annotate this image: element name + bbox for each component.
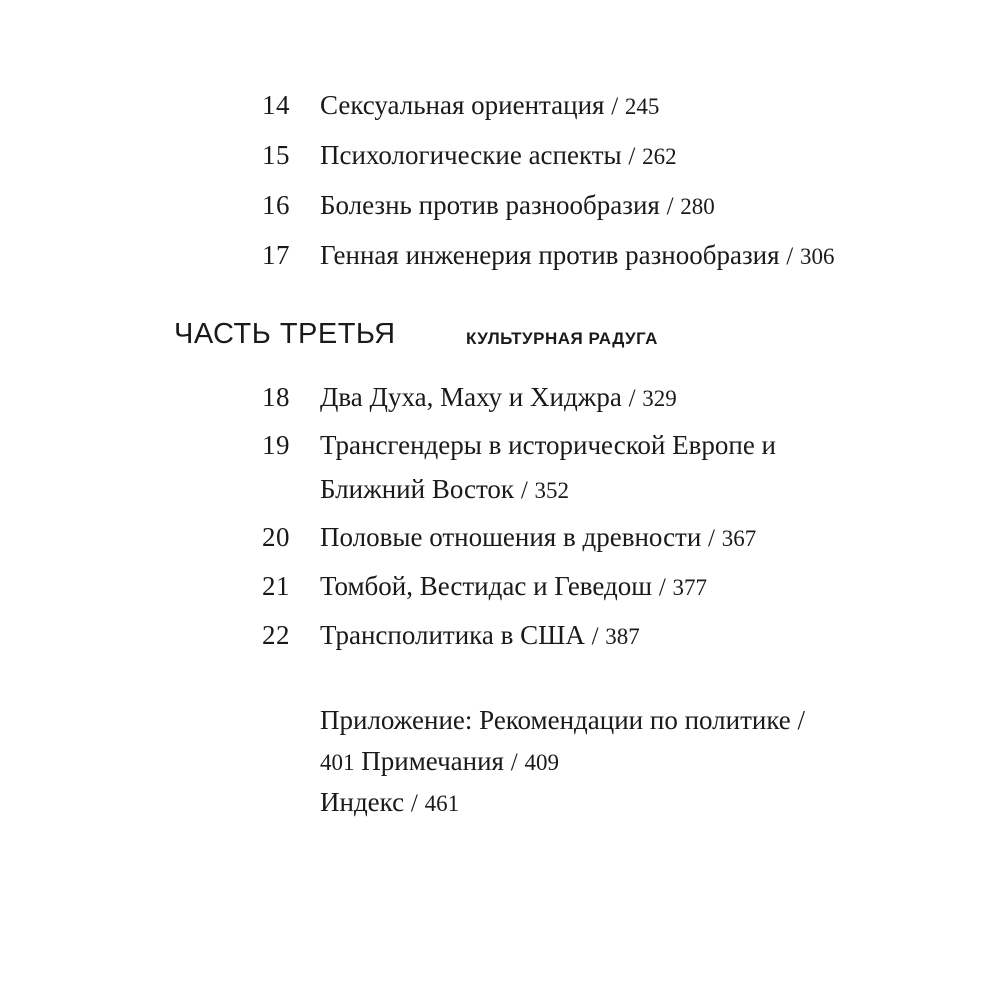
page-separator: / (786, 243, 794, 270)
page-separator: / (666, 193, 674, 220)
page-separator: / (628, 143, 636, 170)
chapter-page: 367 (721, 526, 757, 551)
appendix-line: Приложение: Рекомендации по политике / (320, 705, 806, 735)
part-title: КУЛЬТУРНАЯ РАДУГА (466, 329, 658, 348)
chapter-line (320, 610, 640, 662)
chapter-title: Психологические аспекты (320, 140, 622, 170)
chapter-page: 377 (672, 575, 708, 600)
chapter-page: 262 (642, 144, 677, 169)
chapter-title: Сексуальная ориентация (320, 90, 605, 120)
page-separator: / (708, 525, 715, 552)
chapter-title: Генная инженерия против разнообразия (320, 240, 780, 270)
chapter-page: 387 (605, 624, 640, 649)
page-separator: / (520, 477, 528, 504)
part-heading (174, 318, 658, 351)
index-title: Индекс (320, 787, 405, 817)
chapter-line (320, 464, 569, 516)
chapter-line (320, 372, 677, 424)
part-label: ЧАСТЬ ТРЕТЬЯ (174, 318, 396, 350)
page-separator: / (658, 574, 666, 601)
chapter-number: 17 (262, 240, 290, 270)
chapter-number: 20 (262, 522, 290, 552)
chapter-page: 280 (680, 194, 715, 219)
chapter-number: 21 (262, 571, 290, 601)
chapter-title: Транcполитика в США (320, 620, 585, 650)
chapter-line (320, 561, 707, 613)
chapter-line (320, 80, 659, 132)
page-separator: / (510, 749, 518, 776)
chapter-number: 22 (262, 620, 290, 650)
chapter-number: 14 (262, 90, 290, 120)
chapter-number: 16 (262, 190, 290, 220)
chapter-number: 19 (262, 430, 290, 460)
page-separator: / (591, 623, 599, 650)
index-page: 461 (424, 791, 460, 816)
chapter-title: Половые отношения в древности (320, 522, 702, 552)
chapter-page: 352 (534, 478, 570, 503)
chapter-title-line2: Ближний Восток (320, 474, 515, 504)
chapter-page: 329 (642, 386, 677, 411)
page-separator: / (628, 385, 636, 412)
chapter-title: Томбой, Вестидас и Геведош (320, 571, 653, 601)
chapter-title-line1: Трансгендеры в исторической Европе и (320, 430, 777, 460)
page-separator: / (611, 93, 619, 120)
chapter-title: Болезнь против разнообразия (320, 190, 660, 220)
page-separator: / (410, 790, 418, 817)
chapter-line (320, 180, 715, 232)
chapter-page: 245 (624, 94, 660, 119)
notes-page: 409 (524, 750, 559, 775)
chapter-page: 306 (799, 244, 835, 269)
index-line (320, 777, 459, 829)
chapter-number: 18 (262, 382, 290, 412)
notes-title: Примечания (361, 746, 504, 776)
chapter-line (320, 230, 834, 282)
chapter-line (320, 130, 677, 182)
chapter-line (320, 512, 756, 564)
chapter-number: 15 (262, 140, 290, 170)
appendix-page: 401 (320, 750, 355, 775)
chapter-title: Два Духа, Маху и Хиджра (320, 382, 622, 412)
